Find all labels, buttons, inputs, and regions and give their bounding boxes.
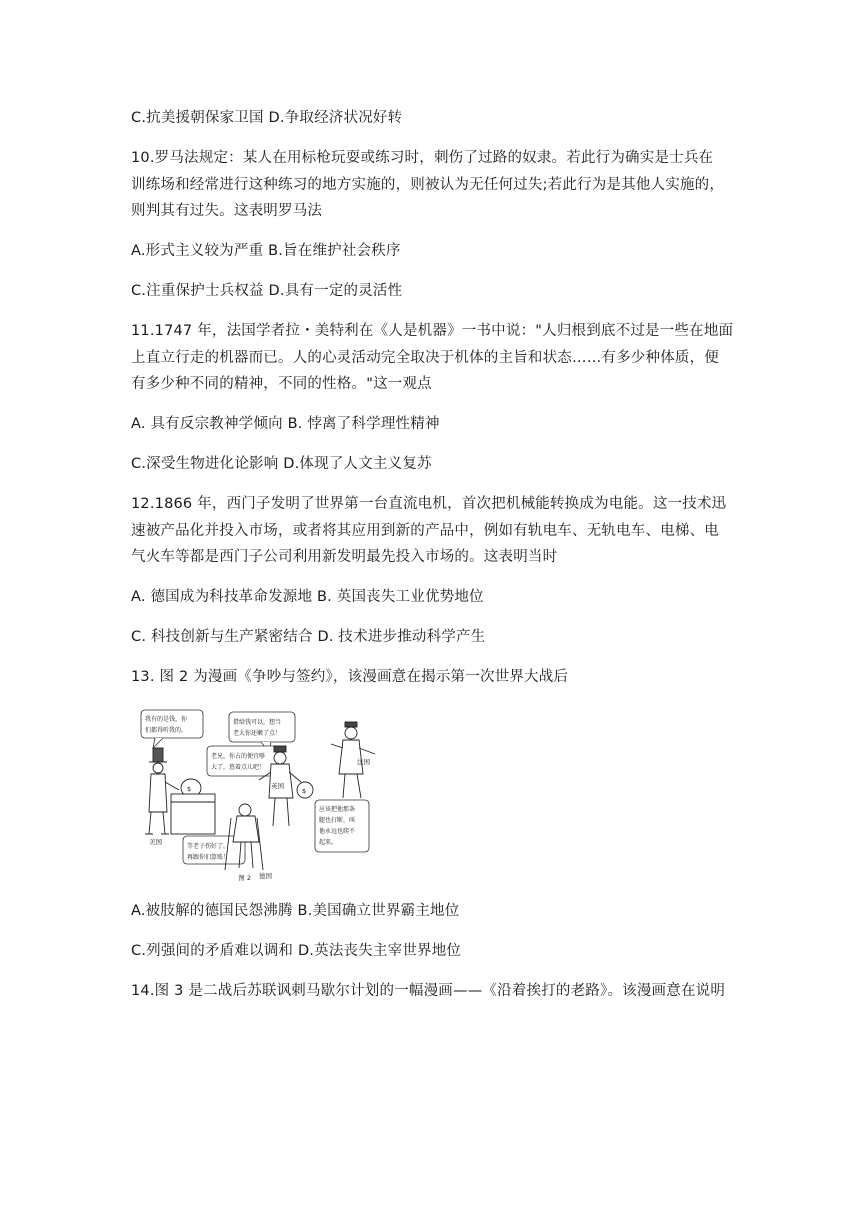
figure-caption: 图 2 (238, 874, 251, 882)
q12-stem-line-3: 气火车等都是西门子公司利用新发明最先投入市场的。这表明当时 (131, 549, 558, 565)
q13-stem: 13. 图 2 为漫画《争吵与签约》，该漫画意在揭示第一次世界大战后 (131, 669, 569, 685)
q12-options-cd: C. 科技创新与生产紧密结合 D. 技术进步推动科学产生 (131, 629, 486, 645)
bubble-fr-line-1: 老兄，你占的便宜够 (211, 753, 266, 760)
label-germany: 德国 (259, 872, 272, 880)
money-bag-icon (297, 782, 313, 798)
bubble-uk-line-1: 借给钱可以，想当 (233, 719, 282, 726)
label-usa: 美国 (149, 838, 162, 846)
bubble-right-line-1: 应该把他那条 (319, 806, 356, 813)
q14-stem: 14.图 3 是二战后苏联讽刺马歇尔计划的一幅漫画——《沿着挨打的老路》。该漫画意在说明 (131, 983, 726, 999)
q11-stem-line-1: 11.1747 年，法国学者拉・美特利在《人是机器》一书中说："人归根到底不过是一些在地面 (131, 323, 734, 339)
bubble-usa-line-1: 我有的是钱，你 (145, 716, 188, 723)
bubble-de-line-2: 再跟你们算账！ (187, 854, 230, 861)
q10-stem-line-1: 10.罗马法规定：某人在用标枪玩耍或练习时，刺伤了过路的奴隶。若此行为确实是士兵在 (131, 150, 714, 166)
bubble-right-line-4: 起来。 (319, 839, 338, 846)
q11-stem-line-2: 上直立行走的机器而已。人的心灵活动完全取决于机体的主旨和状态……有多少种体质，便 (131, 350, 719, 366)
svg-text:$: $ (187, 785, 192, 793)
speech-bubble-usa (141, 710, 203, 748)
bubble-de-line-1: 等老子伤好了， (187, 843, 230, 850)
q11-options-ab: A. 具有反宗教神学倾向 B. 悖离了科学理性精神 (131, 416, 440, 432)
q12-stem-line-1: 12.1866 年，西门子发明了世界第一台直流电机，首次把机械能转换成为电能。这一技术迅 (131, 496, 727, 512)
bubble-right-line-3: 他永远也爬不 (319, 828, 356, 835)
q9-options-cd: C.抗美援朝保家卫国 D.争取经济状况好转 (131, 110, 403, 126)
q13-options-cd: C.列强间的矛盾难以调和 D.英法丧失主宰世界地位 (131, 943, 462, 959)
q10-stem-line-3: 则判其有过失。这表明罗马法 (131, 203, 323, 219)
q11-stem-line-3: 有多少种不同的精神，不同的性格。"这一观点 (131, 376, 432, 392)
speech-bubble-right (315, 800, 369, 852)
cartoon-drawing (131, 702, 385, 882)
q10-stem-line-2: 训练场和经常进行这种练习的地方实施的，则被认为无任何过失;若此行为是其他人实施的， (131, 177, 725, 193)
desk (171, 794, 215, 834)
q10-options-cd: C.注重保护士兵权益 D.具有一定的灵活性 (131, 283, 403, 299)
bubble-usa-line-2: 们都得听我的。 (145, 727, 188, 734)
q11-options-cd: C.深受生物进化论影响 D.体现了人文主义复苏 (131, 456, 432, 472)
label-france: 法国 (357, 758, 370, 766)
q13-options-ab: A.被肢解的德国民怨沸腾 B.美国确立世界霸主地位 (131, 903, 460, 919)
q10-options-ab: A.形式主义较为严重 B.旨在维护社会秩序 (131, 243, 401, 259)
bubble-uk-line-2: 老大你还嫩了点！ (233, 730, 282, 737)
label-uk: 英国 (271, 782, 284, 790)
speech-bubble-france (207, 746, 279, 776)
q12-stem-line-2: 速被产品化并投入市场，或者将其应用到新的产品中，例如有轨电车、无轨电车、电梯、电 (131, 523, 719, 539)
figure-2-cartoon (131, 702, 385, 882)
bubble-right-line-2: 腿也打断，叫 (319, 817, 356, 824)
q12-options-ab: A. 德国成为科技革命发源地 B. 英国丧失工业优势地位 (131, 589, 484, 605)
bubble-fr-line-2: 大了，悠着点儿吧！ (211, 764, 266, 771)
svg-text:$: $ (302, 787, 307, 795)
